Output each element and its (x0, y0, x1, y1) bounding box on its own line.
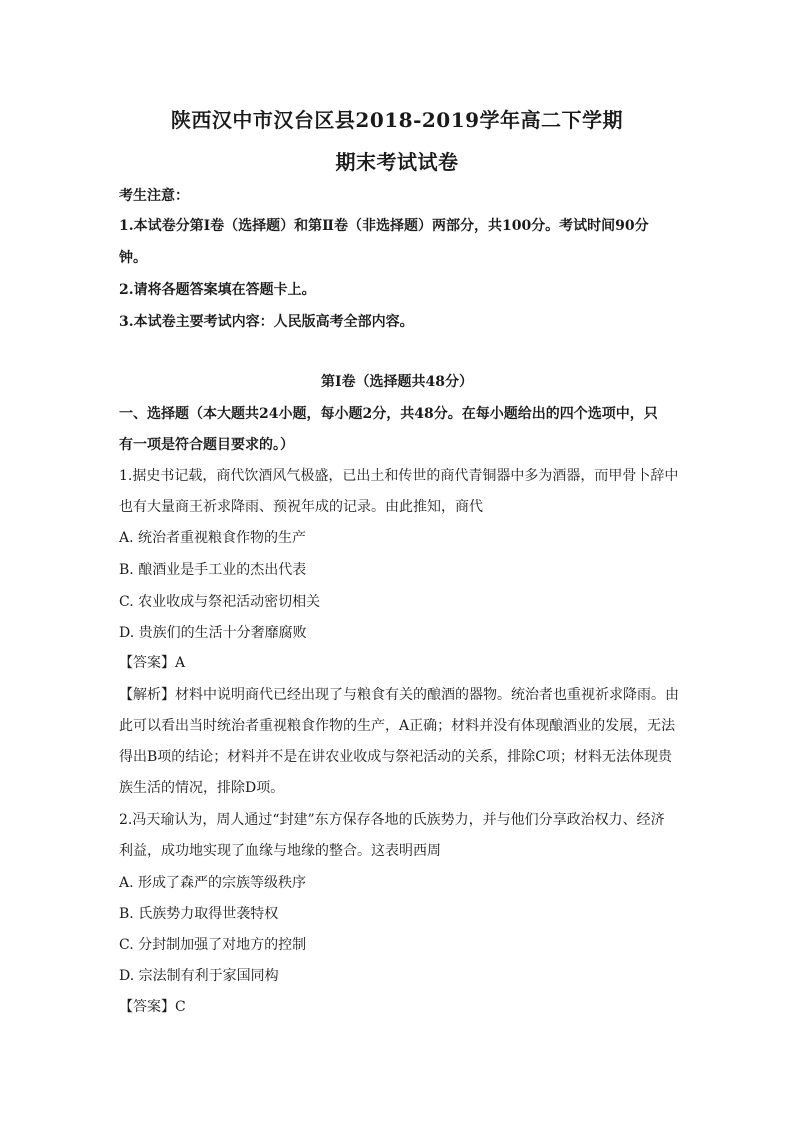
q1-option-d: D. 贵族们的生活十分奢靡腐败 (119, 625, 307, 641)
q2-option-b: B. 氏族势力取得世袭特权 (119, 906, 279, 922)
exam-title-line2: 期末考试试卷 (335, 150, 459, 174)
note-3: 3.本试卷主要考试内容：人民版高考全部内容。 (119, 314, 414, 330)
part-heading-1: 一、选择题（本大题共24小题，每小题2分，共48分。在每小题给出的四个选项中，只 (119, 406, 658, 422)
q1-option-b: B. 酿酒业是手工业的杰出代表 (119, 562, 307, 578)
q1-analysis-3: 得出B项的结论；材料并不是在讲农业收成与祭祀活动的关系，排除C项；材料无法体现贵 (119, 749, 672, 765)
q1-stem-2: 也有大量商王祈求降雨、预祝年成的记录。由此推知，商代 (119, 499, 483, 515)
q1-option-c: C. 农业收成与祭祀活动密切相关 (119, 594, 321, 610)
note-2: 2.请将各题答案填在答题卡上。 (119, 282, 316, 298)
q1-analysis-2: 此可以看出当时统治者重视粮食作物的生产，A正确；材料并没有体现酿酒业的发展，无法 (119, 718, 676, 734)
q1-answer: 【答案】A (119, 655, 186, 671)
q2-stem-2: 利益，成功地实现了血缘与地缘的整合。这表明西周 (119, 843, 441, 859)
q2-answer: 【答案】C (119, 999, 186, 1015)
notes-heading: 考生注意： (119, 188, 189, 204)
q2-option-d: D. 宗法制有利于家国同构 (119, 968, 279, 984)
q2-stem-1: 2.冯天瑜认为，周人通过“封建”东方保存各地的氏族势力，并与他们分享政治权力、经济 (119, 812, 665, 828)
q1-analysis-1: 【解析】材料中说明商代已经出现了与粮食有关的酿酒的器物。统治者也重视祈求降雨。由 (119, 687, 679, 703)
q2-option-a: A. 形成了森严的宗族等级秩序 (119, 875, 307, 891)
q1-stem-1: 1.据史书记载，商代饮酒风气极盛，已出土和传世的商代青铜器中多为酒器，而甲骨卜辞中 (119, 468, 679, 484)
part-heading-2: 有一项是符合题目要求的。） (119, 437, 294, 453)
exam-title-line1: 陕西汉中市汉台区县2018-2019学年高二下学期 (170, 108, 624, 132)
q2-option-c: C. 分封制加强了对地方的控制 (119, 937, 307, 953)
note-1-cont: 钟。 (119, 250, 147, 266)
q1-option-a: A. 统治者重视粮食作物的生产 (119, 530, 307, 546)
note-1: 1.本试卷分第Ⅰ卷（选择题）和第Ⅱ卷（非选择题）两部分，共100分。考试时间90分 (119, 218, 649, 234)
section-title: 第Ⅰ卷（选择题共48分） (320, 374, 474, 390)
q1-analysis-4: 族生活的情况，排除D项。 (119, 780, 285, 796)
